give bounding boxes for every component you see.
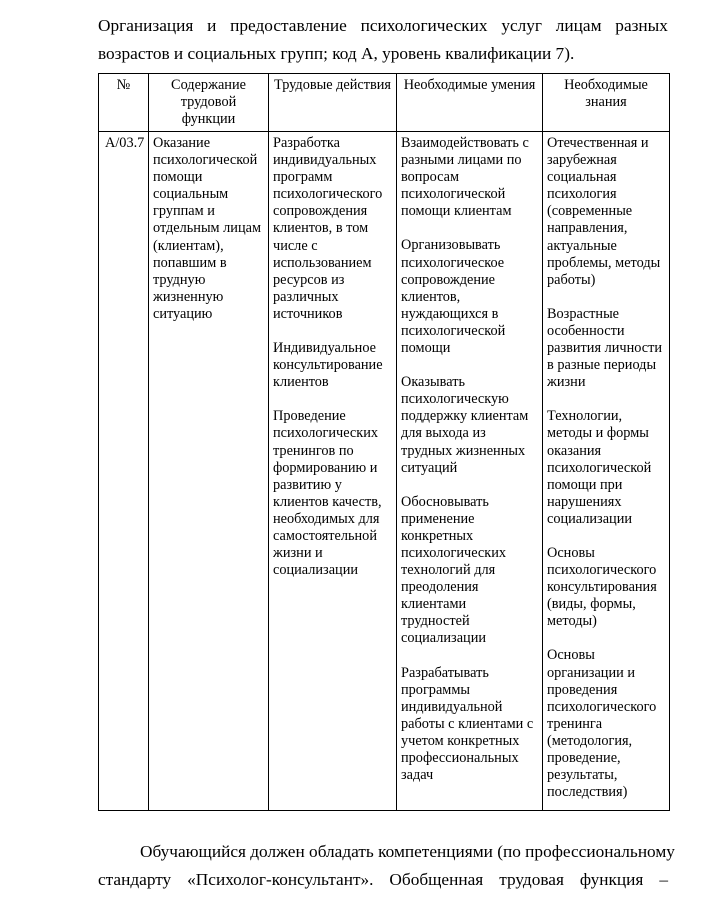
- action-item: Разработка индивидуальных программ психологического сопровождения клиентов, в том числе с использованием ресурсов из различных источников: [273, 135, 383, 322]
- skill-item: Разрабатывать программы индивидуальной работы с клиентами с учетом конкретных профессиональных задач: [401, 664, 534, 784]
- labor-function-table: [98, 73, 670, 811]
- knowledge-item: Технологии, методы и формы оказания психологической помощи при нарушениях социализации: [547, 408, 652, 527]
- outro-word: –: [659, 870, 668, 889]
- header-labor-actions: Трудовые действия: [269, 74, 397, 132]
- outro-word: «Психолог-консультант».: [187, 870, 374, 889]
- intro-line-1: [98, 12, 668, 40]
- action-item: Проведение психологических тренингов по формированию и развитию у клиентов качеств, необходимых для самостоятельной жизни и социализации: [273, 408, 382, 579]
- cell-actions: [269, 132, 397, 811]
- outro-word: функция: [579, 870, 644, 889]
- table-row: [99, 132, 670, 811]
- intro-word: предоставление: [230, 16, 347, 35]
- table-header-row: [99, 74, 670, 132]
- header-number: №: [99, 74, 149, 132]
- cell-skills: [397, 132, 543, 811]
- cell-code: А/03.7: [99, 132, 149, 811]
- intro-word: лицам: [555, 16, 602, 35]
- outro-word: стандарту: [98, 870, 172, 889]
- outro-line-1: Обучающийся должен обладать компетенциями (по профессиональному: [140, 842, 675, 861]
- skill-item: Обосновывать применение конкретных психологических технологий для преодоления клиентами трудностей социализации: [401, 493, 506, 647]
- cell-knowledge: [543, 132, 670, 811]
- outro-paragraph: [98, 838, 675, 894]
- header-required-knowledge: Необходимые знания: [543, 74, 670, 132]
- intro-word: услуг: [501, 16, 542, 35]
- knowledge-item: Основы организации и проведения психологического тренинга (методология, проведение, результаты, последствия): [547, 647, 657, 801]
- intro-word: и: [207, 16, 217, 35]
- action-item: Индивидуальное консультирование клиентов: [273, 340, 383, 391]
- knowledge-item: Основы психологического консультирования (виды, формы, методы): [547, 544, 657, 630]
- knowledge-item: Возрастные особенности развития личности в разные периоды жизни: [547, 305, 662, 391]
- intro-line-2: возрастов и социальных групп; код А, уровень квалификации 7).: [98, 44, 575, 63]
- header-required-skills: Необходимые умения: [397, 74, 543, 132]
- intro-word: психологических: [360, 16, 488, 35]
- intro-paragraph: [98, 12, 668, 68]
- outro-line-2: [98, 866, 668, 894]
- skill-item: Организовывать психологическое сопровождение клиентов, нуждающихся в психологической помощи: [401, 237, 506, 357]
- intro-word: Организация: [98, 16, 194, 35]
- skill-item: Взаимодействовать с разными лицами по вопросам психологической помощи клиентам: [401, 135, 529, 220]
- intro-word: разных: [615, 16, 668, 35]
- skill-item: Оказывать психологическую поддержку клиентам для выхода из трудных жизненных ситуаций: [401, 374, 529, 476]
- outro-word: трудовая: [499, 870, 564, 889]
- knowledge-item: Отечественная и зарубежная социальная психология (современные направления, актуальные проблемы, методы работы): [547, 135, 661, 288]
- outro-word: Обобщенная: [389, 870, 484, 889]
- cell-function: Оказание психологической помощи социальным группам и отдельным лицам (клиентам), попавшим в трудную жизненную ситуацию: [149, 132, 269, 811]
- header-function-content: Содержание трудовой функции: [149, 74, 269, 132]
